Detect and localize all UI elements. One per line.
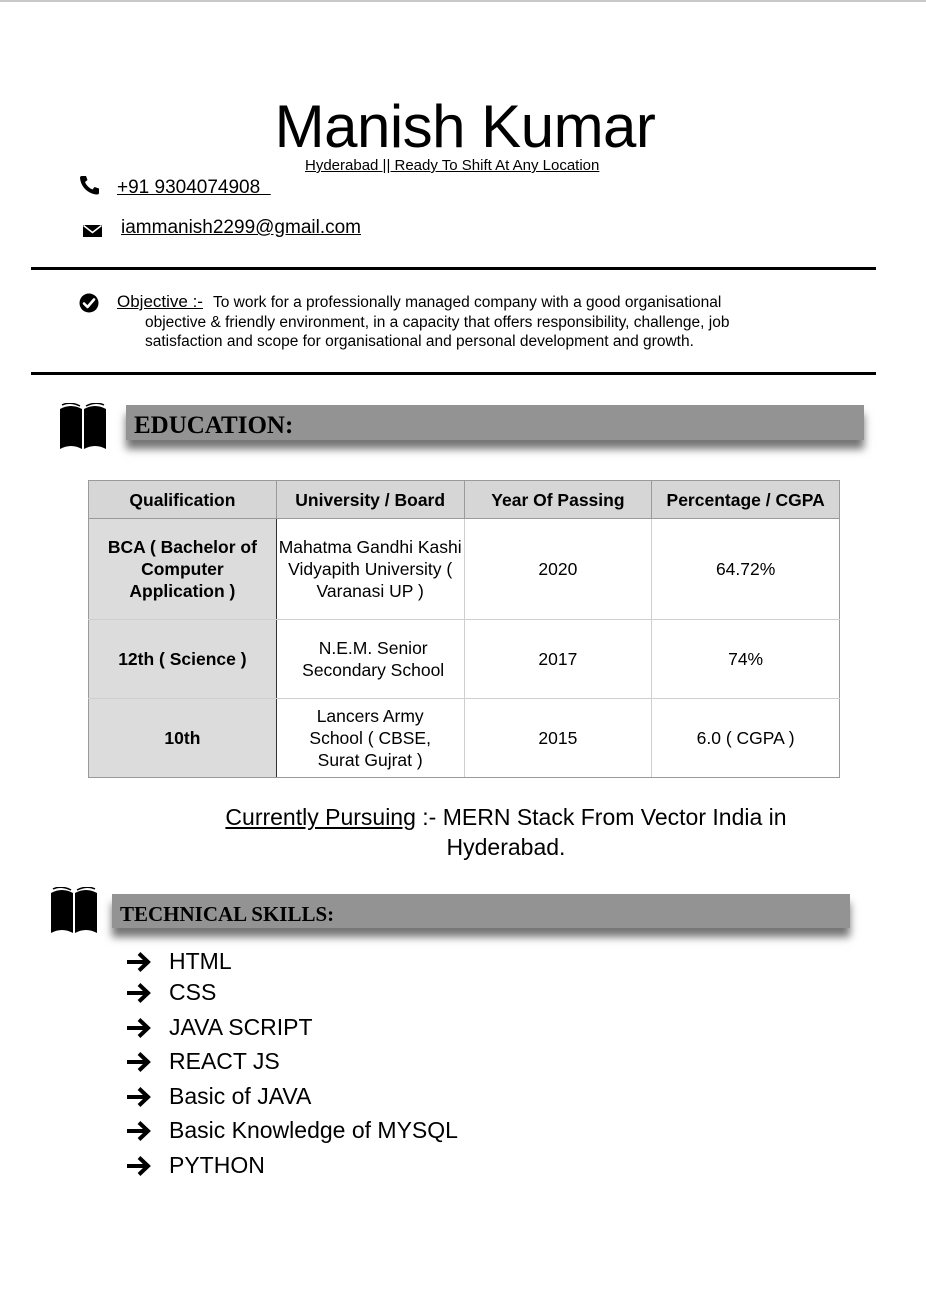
list-item: [126, 1152, 265, 1179]
phone-number-link[interactable]: +91 9304074908: [117, 177, 271, 198]
list-item: [126, 1048, 280, 1075]
objective-line-3: satisfaction and scope for organisational and personal development and growth.: [145, 333, 694, 350]
skill-name: Basic of JAVA: [169, 1083, 312, 1109]
arrow-right-icon: [126, 951, 152, 973]
location-line: Hyderabad || Ready To Shift At Any Location: [305, 157, 600, 174]
board-cell: Lancers Army School ( CBSE, Surat Gujrat ): [276, 699, 464, 778]
book-icon: [58, 403, 108, 451]
arrow-right-icon: [126, 1051, 152, 1073]
board-cell: N.E.M. Senior Secondary School: [276, 620, 464, 699]
year-cell: 2020: [464, 519, 652, 620]
email-link[interactable]: iammanish2299@gmail.com: [121, 217, 361, 238]
arrow-right-icon: [126, 982, 152, 1004]
arrow-right-icon: [126, 1086, 152, 1108]
objective-label: Objective :-: [117, 292, 203, 311]
column-header: Percentage / CGPA: [652, 481, 840, 519]
mail-icon: [82, 223, 104, 239]
skill-name: JAVA SCRIPT: [169, 1014, 313, 1040]
table-row: [89, 519, 840, 620]
score-cell: 6.0 ( CGPA ): [652, 699, 840, 778]
skill-name: Basic Knowledge of MYSQL: [169, 1117, 458, 1143]
objective-line-2: objective & friendly environment, in a capacity that offers responsibility, challenge, job: [145, 313, 730, 331]
list-item: [126, 948, 232, 975]
column-header: Qualification: [89, 481, 277, 519]
qualification-cell: 10th: [89, 699, 277, 778]
objective-line-1: To work for a professionally managed company with a good organisational: [212, 294, 722, 311]
pursuing-label: Currently Pursuing: [225, 804, 416, 830]
list-item: [126, 1014, 313, 1041]
arrow-right-icon: [126, 1155, 152, 1177]
list-item: [126, 1083, 311, 1110]
page-top-border: [0, 0, 926, 2]
list-item: [126, 979, 216, 1006]
skill-name: REACT JS: [169, 1048, 280, 1074]
technical-skills-heading: TECHNICAL SKILLS:: [112, 894, 850, 928]
table-header-row: [89, 481, 840, 519]
phone-icon: [78, 175, 100, 195]
board-cell: Mahatma Gandhi Kashi Vidyapith University ( Varanasi UP ): [276, 519, 464, 620]
score-cell: 64.72%: [652, 519, 840, 620]
qualification-cell: BCA ( Bachelor of Computer Application ): [89, 519, 277, 620]
currently-pursuing: [186, 802, 826, 862]
check-circle-icon: [79, 293, 99, 313]
arrow-right-icon: [126, 1017, 152, 1039]
divider-bottom: [31, 372, 876, 375]
year-cell: 2017: [464, 620, 652, 699]
skill-name: PYTHON: [169, 1152, 265, 1178]
list-item: [126, 1117, 458, 1144]
table-row: [89, 620, 840, 699]
year-cell: 2015: [464, 699, 652, 778]
column-header: University / Board: [276, 481, 464, 519]
objective-section: [117, 292, 807, 352]
candidate-name: Manish Kumar: [274, 93, 656, 160]
education-heading: EDUCATION:: [126, 405, 864, 440]
column-header: Year Of Passing: [464, 481, 652, 519]
pursuing-text: :- MERN Stack From Vector India in Hyderabad.: [415, 804, 787, 860]
qualification-cell: 12th ( Science ): [89, 620, 277, 699]
skill-name: HTML: [169, 948, 232, 974]
score-cell: 74%: [652, 620, 840, 699]
table-row: [89, 699, 840, 778]
skill-name: CSS: [169, 979, 217, 1005]
book-icon: [49, 887, 99, 935]
divider-top: [31, 267, 876, 270]
arrow-right-icon: [126, 1120, 152, 1142]
education-table: [88, 480, 840, 778]
